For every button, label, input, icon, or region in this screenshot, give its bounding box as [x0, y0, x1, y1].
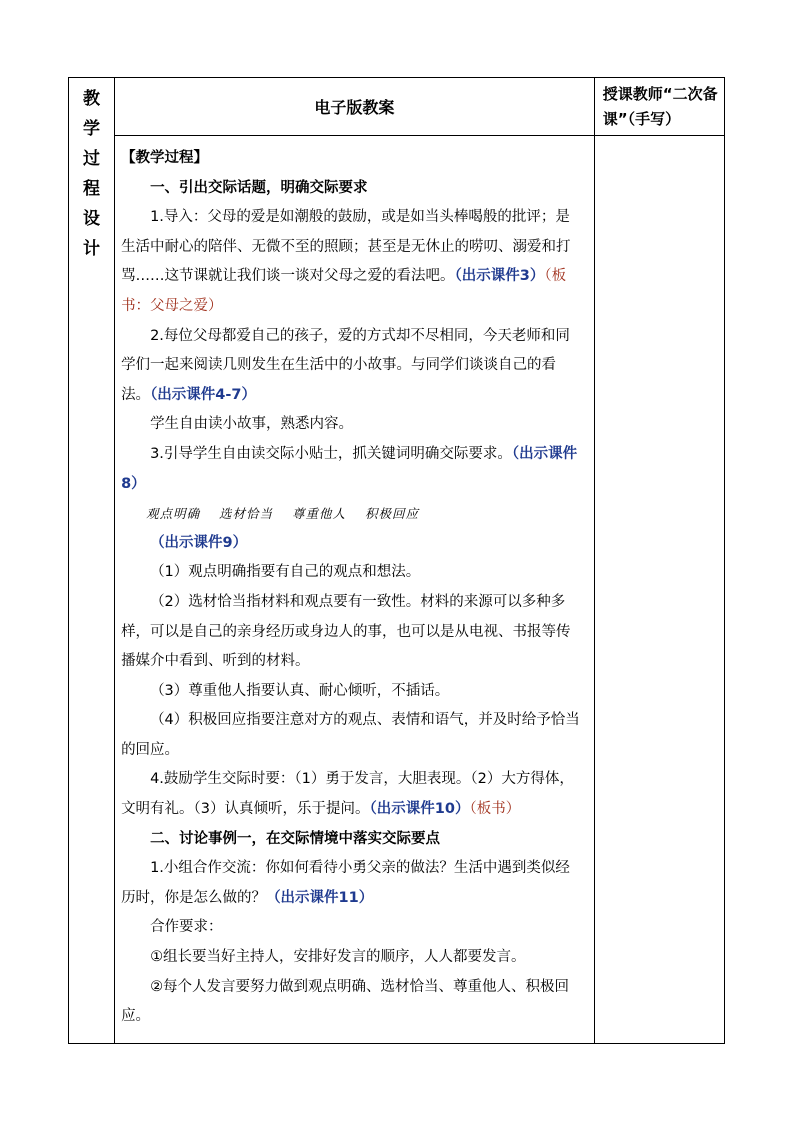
paragraph-7: （2）选材恰当指材料和观点要有一致性。材料的来源可以多种多样，可以是自己的亲身经历或身边人的事，也可以是从电视、书报等传播媒介中看到、听到的材料。 — [121, 593, 571, 670]
lesson-plan-table — [68, 77, 725, 1044]
label-char: 计 — [83, 239, 101, 259]
handwritten-notes-cell — [594, 136, 724, 1044]
heading-2: 二、讨论事例一，在交际情境中落实交际要点 — [150, 830, 441, 847]
paragraph-2: 2.每位父母都爱自己的孩子，爱的方式却不尽相同，今天老师和同学们一起来阅读几则发生在生活中的小故事。与同学们谈谈自己的看法。（出示课件4-7） — [121, 327, 570, 403]
section-label-cell — [69, 78, 115, 1044]
label-char: 学 — [83, 119, 101, 139]
paragraph-6: （1）观点明确指要有自己的观点和想法。 — [150, 564, 421, 581]
paragraph-5: （出示课件9） — [150, 534, 248, 551]
label-char: 程 — [83, 179, 101, 199]
label-char: 教 — [83, 89, 101, 109]
paragraph-12: 合作要求： — [150, 919, 223, 936]
paragraph-3: 学生自由读小故事，熟悉内容。 — [150, 416, 354, 433]
label-char: 设 — [83, 209, 101, 229]
lesson-content — [115, 136, 595, 1044]
label-char: 过 — [83, 149, 101, 169]
paragraph-8: （3）尊重他人指要认真、耐心倾听，不插话。 — [150, 682, 450, 699]
header-side: 授课教师“二次备课”（手写） — [594, 78, 724, 136]
paragraph-9: （4）积极回应指要注意对方的观点、表情和语气，并及时给予恰当的回应。 — [121, 712, 580, 758]
paragraph-13: ①组长要当好主持人，安排好发言的顺序，人人都要发言。 — [150, 949, 526, 966]
paragraph-1: 1.导入：父母的爱是如潮般的鼓励，或是如当头棒喝般的批评；是生活中耐心的陪伴、无微不至的照顾；甚至是无休止的唠叨、溺爱和打骂……这节课就让我们谈一谈对父母之爱的看法吧。（出示课件3）（板书：父母之爱） — [121, 209, 571, 314]
paragraph-14: ②每个人发言要努力做到观点明确、选材恰当、尊重他人、积极回应。 — [121, 978, 570, 1025]
heading-1: 一、引出交际话题，明确交际要求 — [150, 179, 368, 196]
paragraph-4: 3.引导学生自由读交际小贴士，抓关键词明确交际要求。（出示课件8） — [121, 445, 578, 492]
header-main: 电子版教案 — [115, 78, 595, 136]
section-title: 【教学过程】 — [121, 150, 209, 166]
paragraph-10: 4.鼓励学生交际时要：（1）勇于发言，大胆表现。（2）大方得体，文明有礼。（3）认真倾听，乐于提问。（出示课件10）（板书） — [121, 771, 574, 818]
section-label — [69, 78, 114, 264]
paragraph-11: 1.小组合作交流：你如何看待小勇父亲的做法？生活中遇到类似经历时，你是怎么做的？（出示课件11） — [121, 860, 570, 906]
keywords-line: 观点明确 选材恰当 尊重他人 积极回应 — [146, 506, 419, 522]
